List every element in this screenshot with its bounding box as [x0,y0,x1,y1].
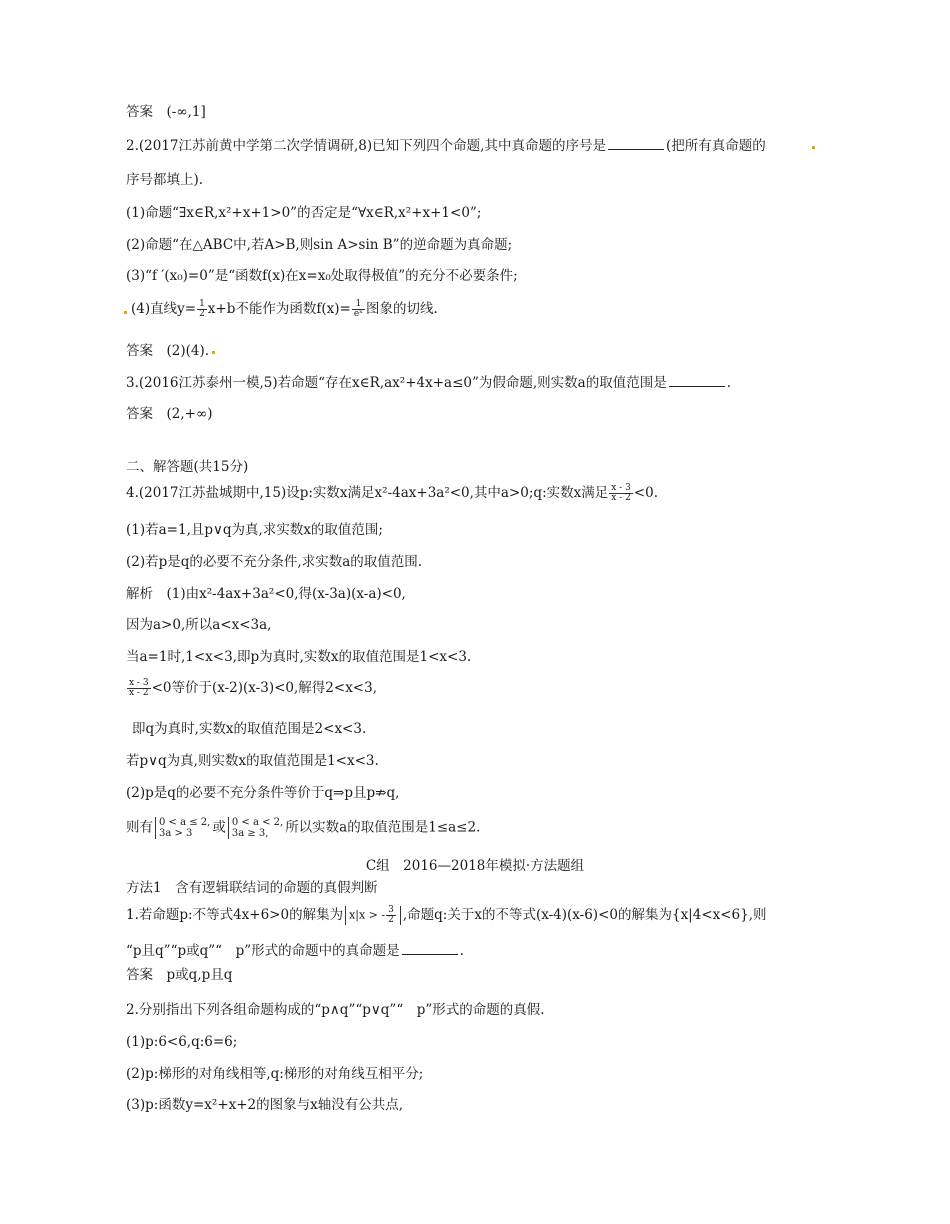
question-2-line-2: 序号都填上). [126,172,204,188]
answer-line-2: 答案 (2)(4). [126,343,210,359]
section-heading: 二、解答题(共15分) [126,459,249,475]
marker-dot [812,146,815,149]
method-heading: 方法1 含有逻辑联结词的命题的真假判断 [126,880,378,896]
method-question-1-text-a: 1.若命题p:不等式4x+6>0的解集为 [126,907,344,923]
inequality-system-2 [228,817,283,839]
marker-dot [124,311,127,314]
fraction-three-halves [386,906,396,925]
fraction-numerator: x - 3 [611,483,631,493]
answer-line-1: 答案 (-∞,1] [126,104,206,120]
fraction-denominator: 2 [199,309,205,319]
method-question-2-item-3: (3)p:函数y=x²+x+2的图象与x轴没有公共点, [126,1097,404,1113]
proposition-1: (1)命题“∃x∈R,x²+x+1>0”的否定是“∀x∈R,x²+x+1<0”; [126,205,482,221]
solution-line-8-text-c: 所以实数a的取值范围是1≤a≤2. [285,819,481,836]
fill-blank [608,137,664,150]
fraction-denominator: eˣ [353,309,363,319]
fraction-one-over-ex [352,300,365,319]
system-row: 3a > 3 [159,828,193,839]
answer-line-3: 答案 (2,+∞) [126,406,213,422]
fraction-denominator: 2 [388,915,394,925]
proposition-4-text-a: (4)直线y= [131,301,197,317]
method-question-1-end: . [459,943,464,959]
fill-blank [402,942,458,955]
method-question-1-text-c: “p且q”“p或q”“ p”形式的命题中的真命题是 [126,943,400,959]
fraction-numerator: 3 [388,905,394,915]
sub-question-2: (2)若p是q的必要不充分条件,求实数a的取值范围. [126,554,423,570]
fraction-one-half [197,300,207,319]
solution-line-8 [126,817,480,839]
proposition-4-text-c: 图象的切线. [365,301,438,317]
fraction-x3-over-x2 [609,484,633,503]
fraction-denominator: x - 2 [611,493,631,503]
question-3-text: 3.(2016江苏泰州一模,5)若命题“存在x∈R,ax²+4x+a≤0”为假命题,则实数a的取值范围是 [126,375,667,391]
fraction-numerator: x - 3 [129,678,149,688]
proposition-2: (2)命题“在△ABC中,若A>B,则sin A>sin B”的逆命题为真命题; [126,237,513,253]
method-question-1-line-2 [126,942,464,959]
solution-line-8-text-b: 或 [212,819,226,836]
question-2-line-1 [126,137,766,154]
method-question-2-item-2: (2)p:梯形的对角线相等,q:梯形的对角线互相平分; [126,1066,424,1082]
fraction-numerator: 1 [352,300,365,310]
solution-line-6: 若p∨q为真,则实数x的取值范围是1<x<3. [126,753,379,769]
set-expression: x|x > - [349,908,386,922]
sub-question-1: (1)若a=1,且p∨q为真,求实数x的取值范围; [126,522,383,538]
question-4 [126,484,658,503]
method-question-1 [126,906,767,925]
question-2-text-tail: (把所有真命题的 [665,138,766,154]
question-2-text: 2.(2017江苏前黄中学第二次学情调研,8)已知下列四个命题,其中真命题的序号是 [126,138,606,154]
solution-line-1: 解析 (1)由x²-4ax+3a²<0,得(x-3a)(x-a)<0, [126,586,406,602]
solution-line-3: 当a=1时,1<x<3,即p为真时,实数x的取值范围是1<x<3. [126,649,472,665]
group-heading: C组 2016—2018年模拟·方法题组 [365,858,585,874]
system-row: 0 < a ≤ 2, [159,817,211,828]
fraction-numerator: 1 [199,299,205,309]
proposition-4 [131,300,438,319]
solution-set [345,906,401,925]
question-4-end: <0. [633,485,659,501]
proposition-3: (3)“f ′(x₀)=0”是“函数f(x)在x=x₀处取得极值”的充分不必要条件; [126,268,518,284]
question-4-text: 4.(2017江苏盐城期中,15)设p:实数x满足x²-4ax+3a²<0,其中a>0;q:实数x满足 [126,485,609,501]
question-3 [126,374,731,391]
question-3-end: . [726,375,732,391]
system-row: 3a ≥ 3, [231,828,269,839]
fraction-x3-over-x2 [127,679,151,698]
answer-line-4: 答案 p或q,p且q [126,967,233,983]
solution-line-5: 即q为真时,实数x的取值范围是2<x<3. [132,721,367,737]
inequality-system-1 [155,817,210,839]
method-question-1-text-b: ,命题q:关于x的不等式(x-4)(x-6)<0的解集为{x|4<x<6},则 [402,907,767,923]
marker-dot [212,351,215,354]
fraction-denominator: x - 2 [129,688,149,698]
system-row: 0 < a < 2, [231,817,284,828]
solution-line-4 [126,679,377,698]
method-question-2: 2.分别指出下列各组命题构成的“p∧q”“p∨q”“ p”形式的命题的真假. [126,1002,545,1018]
solution-line-7: (2)p是q的必要不充分条件等价于q⇒p且p⇏q, [126,785,400,801]
fill-blank [669,374,725,387]
proposition-4-text-b: x+b不能作为函数f(x)= [207,301,351,317]
solution-line-8-text-a: 则有 [126,819,153,836]
solution-line-4-text: <0等价于(x-2)(x-3)<0,解得2<x<3, [151,680,377,696]
method-question-2-item-1: (1)p:6<6,q:6=6; [126,1034,238,1050]
solution-line-2: 因为a>0,所以a<x<3a, [126,617,272,633]
